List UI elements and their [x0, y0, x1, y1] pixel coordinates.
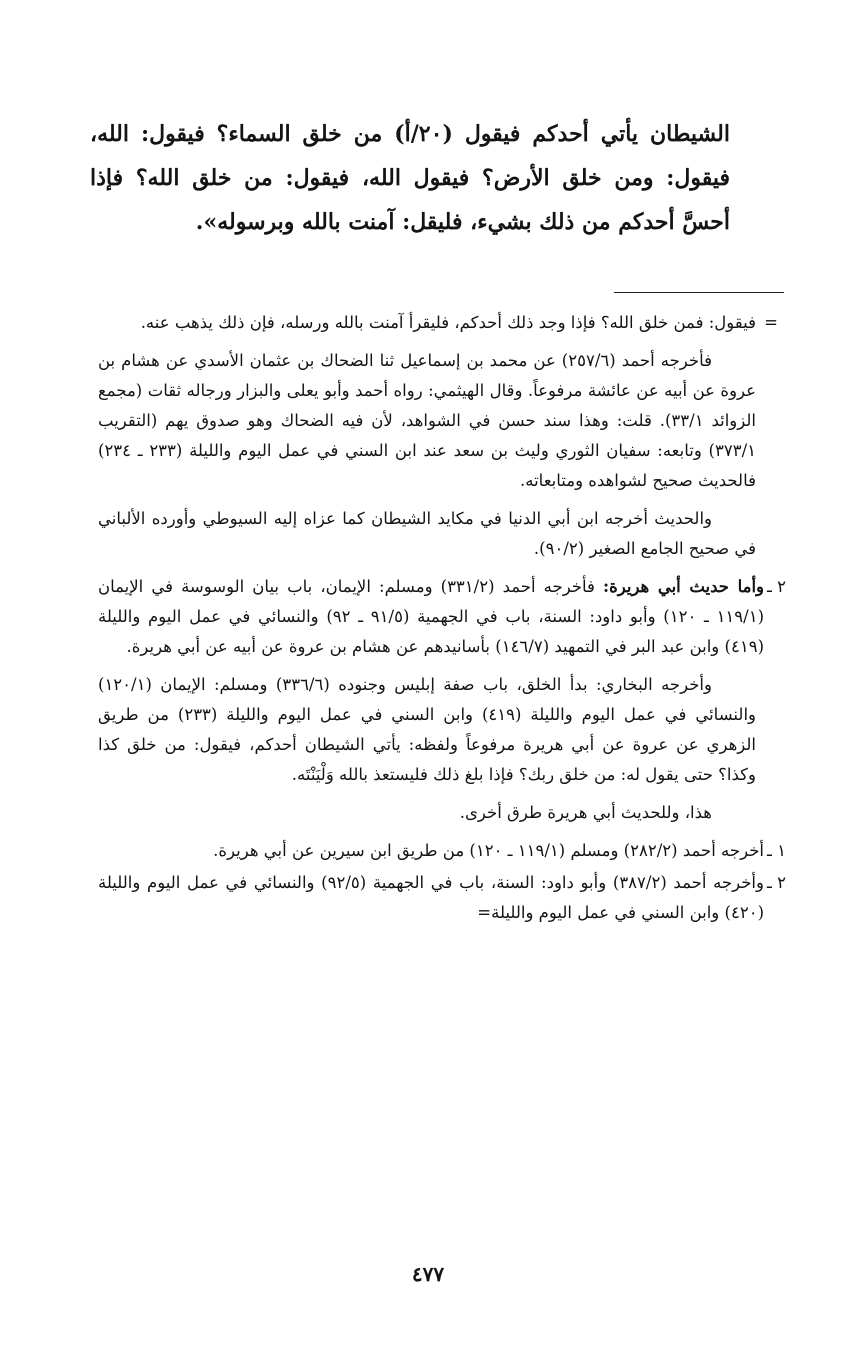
subitem-2-text: وأخرجه أحمد (٣٨٧/٢) وأبو داود: السنة، باب في الجهمية (٩٢/٥) والنسائي في عمل اليوم والليلة (٤٢٠) وابن السني في عمل اليوم والليلة=	[98, 873, 764, 922]
footnotes	[98, 308, 786, 936]
footnote-paragraph-4: هذا، وللحديث أبي هريرة طرق أخرى.	[459, 803, 712, 822]
continuation-marker: =	[764, 313, 778, 332]
subitem-1-number: ١ ـ	[767, 841, 786, 860]
item-2-number: ٢ ـ	[767, 577, 786, 596]
footnote-paragraph-2: والحديث أخرجه ابن أبي الدنيا في مكايد الشيطان كما عزاه إليه السيوطي وأورده الألباني في صحيح الجامع الصغير (٩٠/٢).	[98, 509, 756, 558]
footnote-continuation	[98, 308, 786, 338]
footnote-paragraph-1: فأخرجه أحمد (٢٥٧/٦) عن محمد بن إسماعيل ثنا الضحاك بن عثمان الأسدي عن هشام بن عروة عن أبيه عن عائشة مرفوعاً. وقال الهيثمي: رواه أحمد وأبو يعلى والبزار ورجاله ثقات (مجمع الزوائد ٣٣/١). قلت: وهذا سند حسن في الشواهد، لأن فيه الضحاك وهو صدوق يهم (التقريب ٣٧٣/١) وتابعه: سفيان الثوري وليث بن سعد عند ابن السني في عمل اليوم والليلة (٢٣٣ ـ ٢٣٤) فالحديث صحيح لشواهده ومتابعاته.	[98, 351, 756, 490]
page-number: ٤٧٧	[411, 1262, 445, 1286]
footnote-subitem-1	[98, 836, 786, 866]
main-paragraph: الشيطان يأتي أحدكم فيقول (٢٠/أ) من خلق السماء؟ فيقول: الله، فيقول: ومن خلق الأرض؟ فيقول الله، فيقول: من خلق الله؟ فإذا أحسَّ أحدكم من ذلك بشيء، فليقل: آمنت بالله وبرسوله».	[90, 121, 731, 235]
subitem-1-text: أخرجه أحمد (٢٨٢/٢) ومسلم (١١٩/١ ـ ١٢٠) من طريق ابن سيرين عن أبي هريرة.	[213, 841, 764, 860]
subitem-2-number: ٢ ـ	[767, 873, 786, 892]
footnote-separator	[614, 292, 784, 293]
main-text	[90, 112, 730, 244]
item-2-lead: وأما حديث أبي هريرة:	[603, 577, 764, 596]
footnote-paragraph-3: وأخرجه البخاري: بدأ الخلق، باب صفة إبليس وجنوده (٣٣٦/٦) ومسلم: الإيمان (١٢٠/١) والنسائي في عمل اليوم والليلة (٤١٩) وابن السني في عمل اليوم والليلة (٢٣٣) من طريق الزهري عن عروة عن أبي هريرة مرفوعاً ولفظه: يأتي الشيطان أحدكم، فيقول: من خلق كذا وكذا؟ حتى يقول له: من خلق ربك؟ فإذا بلغ ذلك فليستعذ بالله وَلْيَنْتَه.	[98, 675, 756, 784]
footnote-subitem-2	[98, 868, 786, 928]
footnote-item-2	[98, 572, 786, 662]
continuation-text: فيقول: فمن خلق الله؟ فإذا وجد ذلك أحدكم، فليقرأ آمنت بالله ورسله، فإن ذلك يذهب عنه.	[140, 313, 756, 332]
item-2-text: فأخرجه أحمد (٣٣١/٢) ومسلم: الإيمان، باب بيان الوسوسة في الإيمان (١١٩/١ ـ ١٢٠) وأبو داود: السنة، باب في الجهمية (٩١/٥ ـ ٩٢) والنسائي في عمل اليوم والليلة (٤١٩) وابن عبد البر في التمهيد (١٤٦/٧) بأسانيدهم عن هشام بن عروة عن أبيه عن أبي هريرة.	[98, 577, 765, 656]
